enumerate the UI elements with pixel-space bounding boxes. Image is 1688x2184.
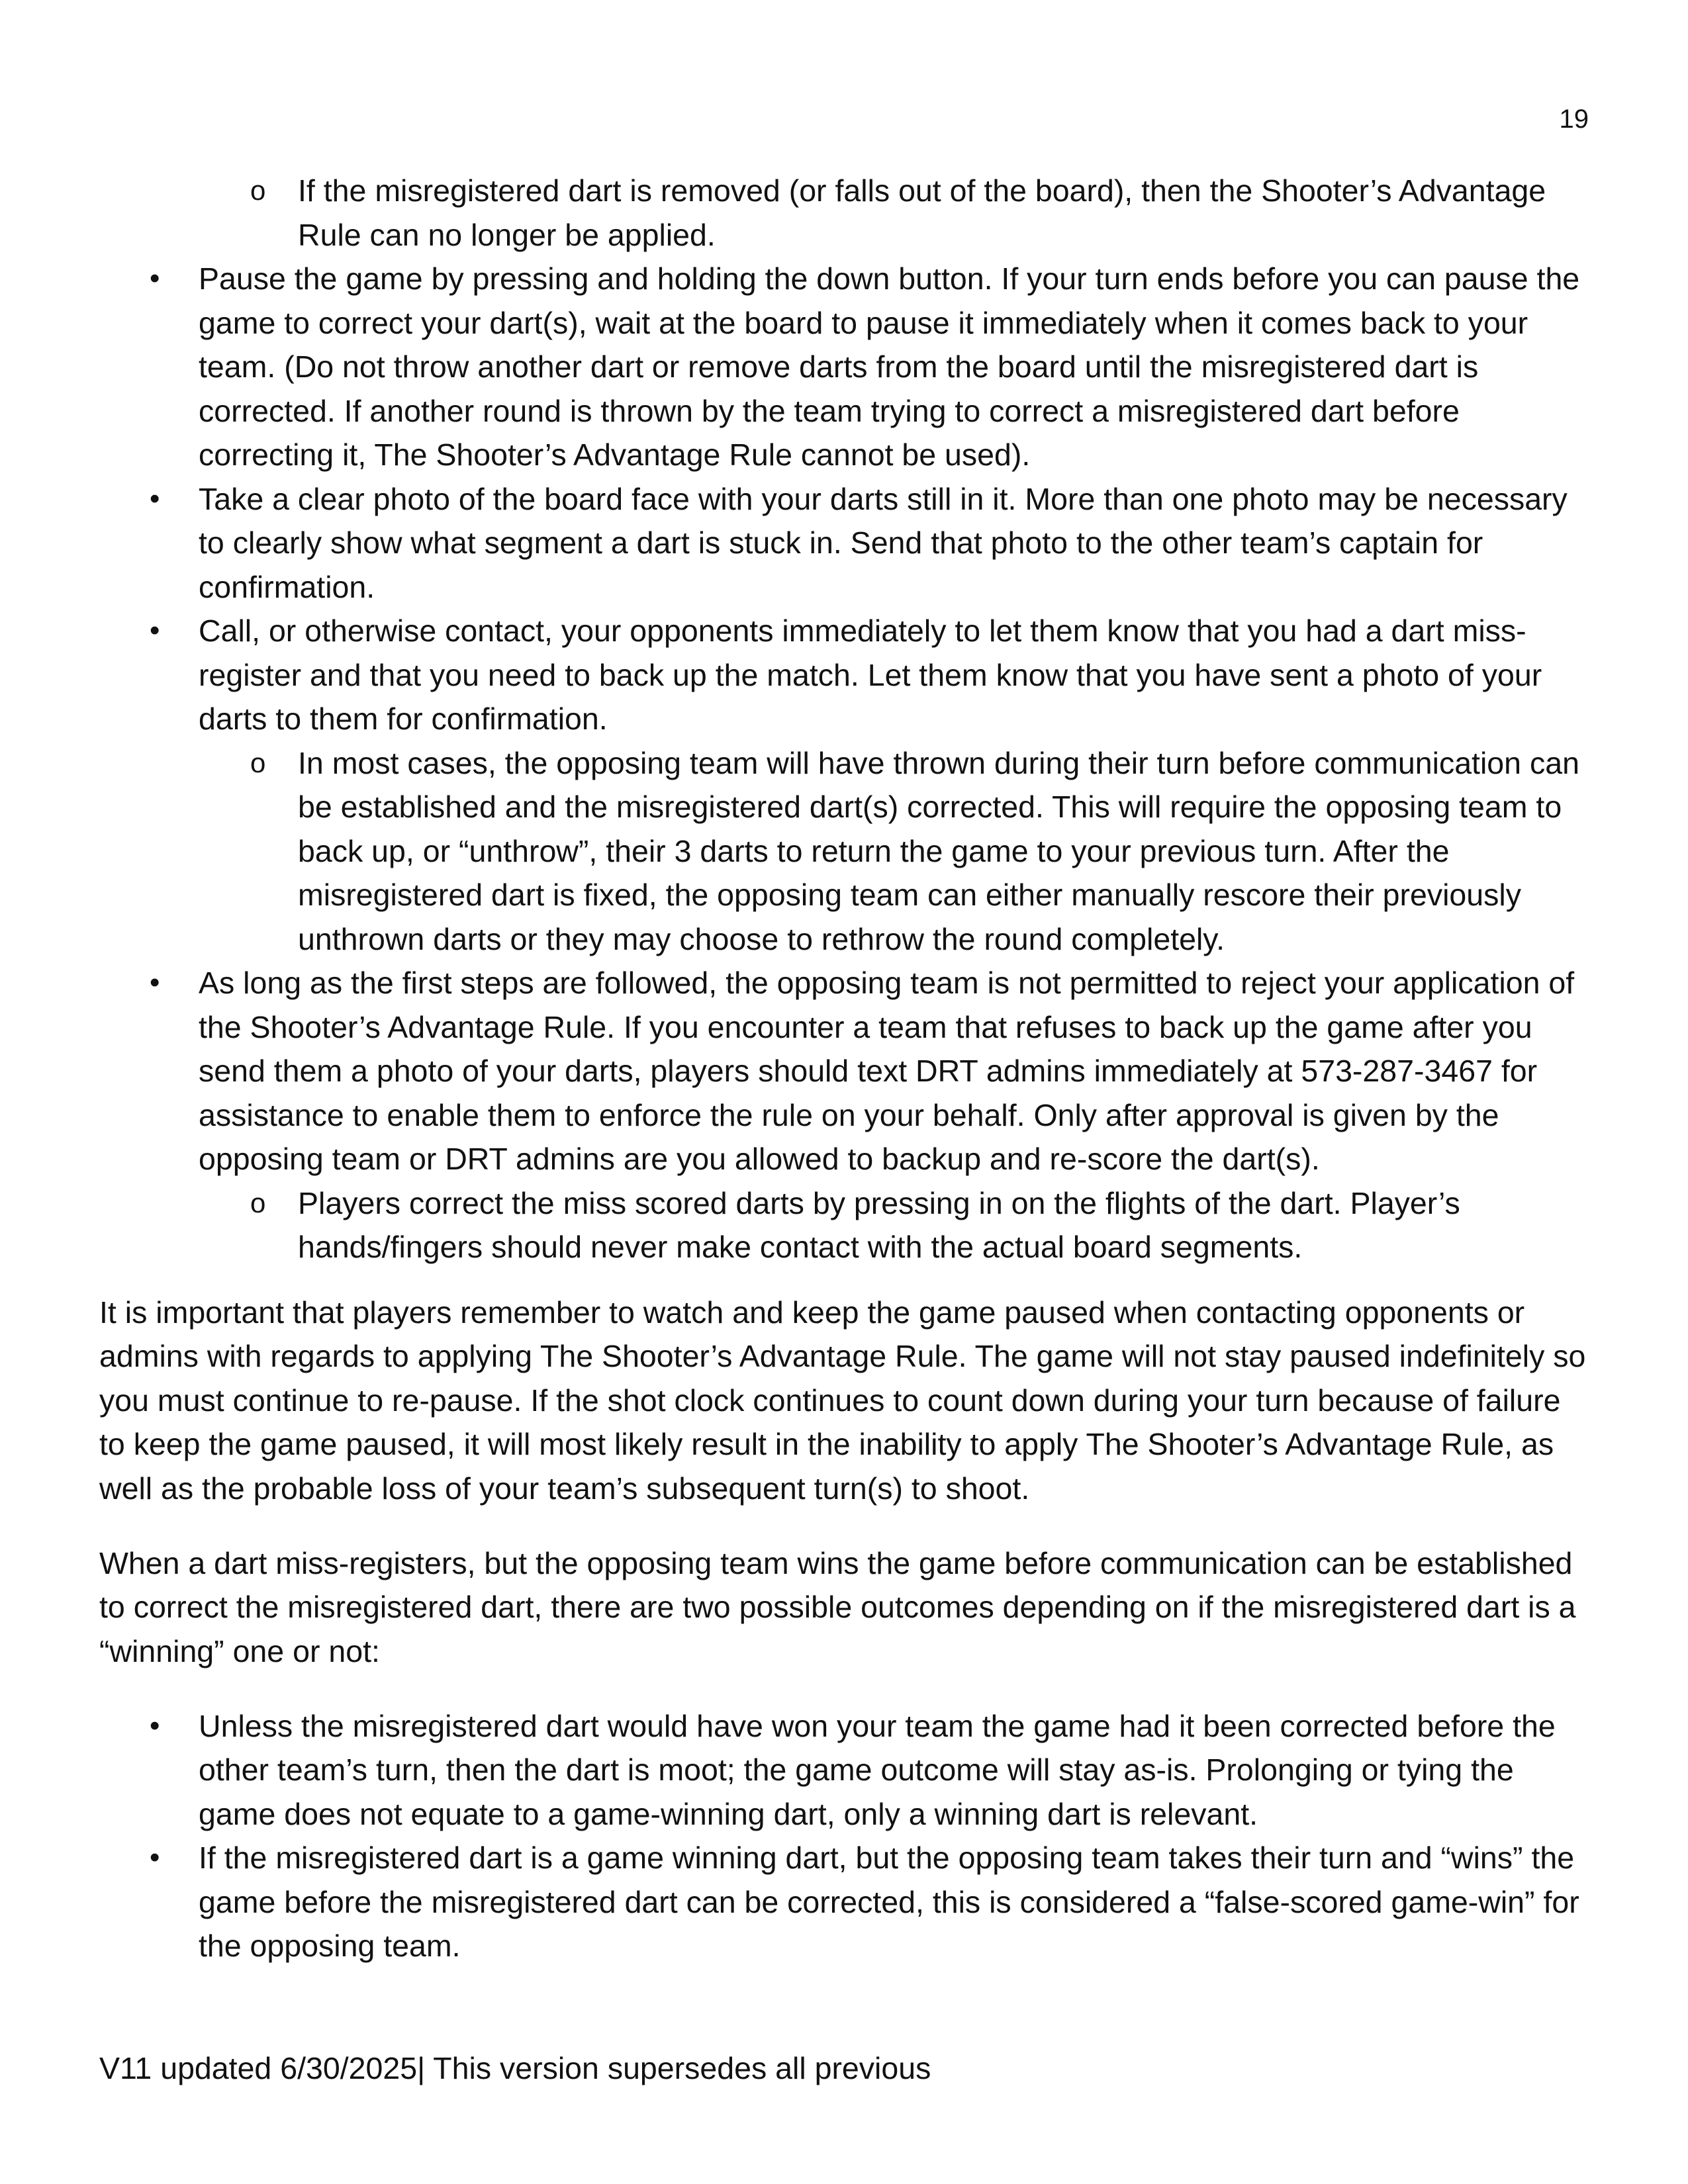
list-item [99, 1704, 1590, 1837]
list-item-text: Unless the misregistered dart would have won your team the game had it been corrected before the other team’s turn, then the dart is moot; the game outcome will stay as-is. Prolonging or tying the game does not equate to a game-winning dart, only a winning dart is relevant. [199, 1708, 1556, 1831]
list-item-text: Call, or otherwise contact, your opponents immediately to let them know that you had a dart miss-register and that you need to back up the match. Let them know that you have sent a photo of your darts to them for confirmation. [199, 614, 1542, 736]
paragraph-keep-paused: It is important that players remember to watch and keep the game paused when contacting opponents or admins with regards to applying The Shooter’s Advantage Rule. The game will not stay paused indefinitely so you must continue to re-pause. If the shot clock continues to count down during your turn because of failure to keep the game paused, it will most likely result in the inability to apply The Shooter’s Advantage Rule, as well as the probable loss of your team’s subsequent turn(s) to shoot. [99, 1295, 1586, 1506]
bullet-marker: • [150, 482, 160, 515]
document-body [99, 169, 1590, 1968]
sub-bullet-marker: o [250, 747, 266, 778]
list-item [99, 477, 1590, 610]
list-item-text: Take a clear photo of the board face with your darts still in it. More than one photo may be necessary to clearly show what segment a dart is stuck in. Send that photo to the other team’s captain for confirmation. [199, 481, 1568, 604]
sub-bullet-marker: o [250, 1187, 266, 1218]
list-sub-item-text: Players correct the miss scored darts by pressing in on the flights of the dart. Player’s hands/fingers should never make contact with the actual board segments. [298, 1185, 1460, 1264]
bullet-marker: • [150, 262, 160, 295]
list-sub-item [99, 1181, 1590, 1269]
sub-bullet-marker: o [250, 175, 266, 206]
bullet-marker: • [150, 966, 160, 999]
list-item [99, 257, 1590, 477]
version-footer: V11 updated 6/30/2025| This version supersedes all previous [99, 2051, 931, 2085]
bullet-marker: • [150, 1841, 160, 1874]
list-sub-item [99, 741, 1590, 962]
list-sub-item [99, 169, 1590, 257]
bullet-marker: • [150, 614, 160, 647]
bullet-marker: • [150, 1709, 160, 1742]
list-sub-item-text: If the misregistered dart is removed (or falls out of the board), then the Shooter’s Advantage Rule can no longer be applied. [298, 173, 1546, 252]
list-item-text: Pause the game by pressing and holding the down button. If your turn ends before you can pause the game to correct your dart(s), wait at the board to pause it immediately when it comes back to your team. (Do not throw another dart or remove darts from the board until the misregistered dart is corrected. If another round is thrown by the team trying to correct a misregistered dart before correcting it, The Shooter’s Advantage Rule cannot be used). [199, 261, 1580, 472]
rule-steps-list [99, 169, 1590, 1269]
list-sub-item-text: In most cases, the opposing team will have thrown during their turn before communication can be established and the misregistered dart(s) corrected. This will require the opposing team to back up, or “unthrow”, their 3 darts to return the game to your previous turn. After the misregistered dart is fixed, the opposing team can either manually rescore their previously unthrown darts or they may choose to rethrow the round completely. [298, 745, 1579, 956]
list-item [99, 961, 1590, 1181]
list-item-text: If the misregistered dart is a game winning dart, but the opposing team takes their turn and “wins” the game before the misregistered dart can be corrected, this is considered a “false-scored game-win” for the opposing team. [199, 1841, 1579, 1963]
outcomes-list [99, 1704, 1590, 1968]
paragraph-outcomes: When a dart miss-registers, but the opposing team wins the game before communication can be established to correct the misregistered dart, there are two possible outcomes depending on if the misregistered dart is a “winning” one or not: [99, 1545, 1576, 1668]
list-item [99, 609, 1590, 741]
list-item [99, 1836, 1590, 1968]
page-number: 19 [1559, 105, 1589, 134]
list-item-text: As long as the first steps are followed, the opposing team is not permitted to reject your application of the Shooter’s Advantage Rule. If you encounter a team that refuses to back up the game after you send them a photo of your darts, players should text DRT admins immediately at 573-287-3467 for assistance to enable them to enforce the rule on your behalf. Only after approval is given by the opposing team or DRT admins are you allowed to backup and re-score the dart(s). [199, 966, 1575, 1176]
